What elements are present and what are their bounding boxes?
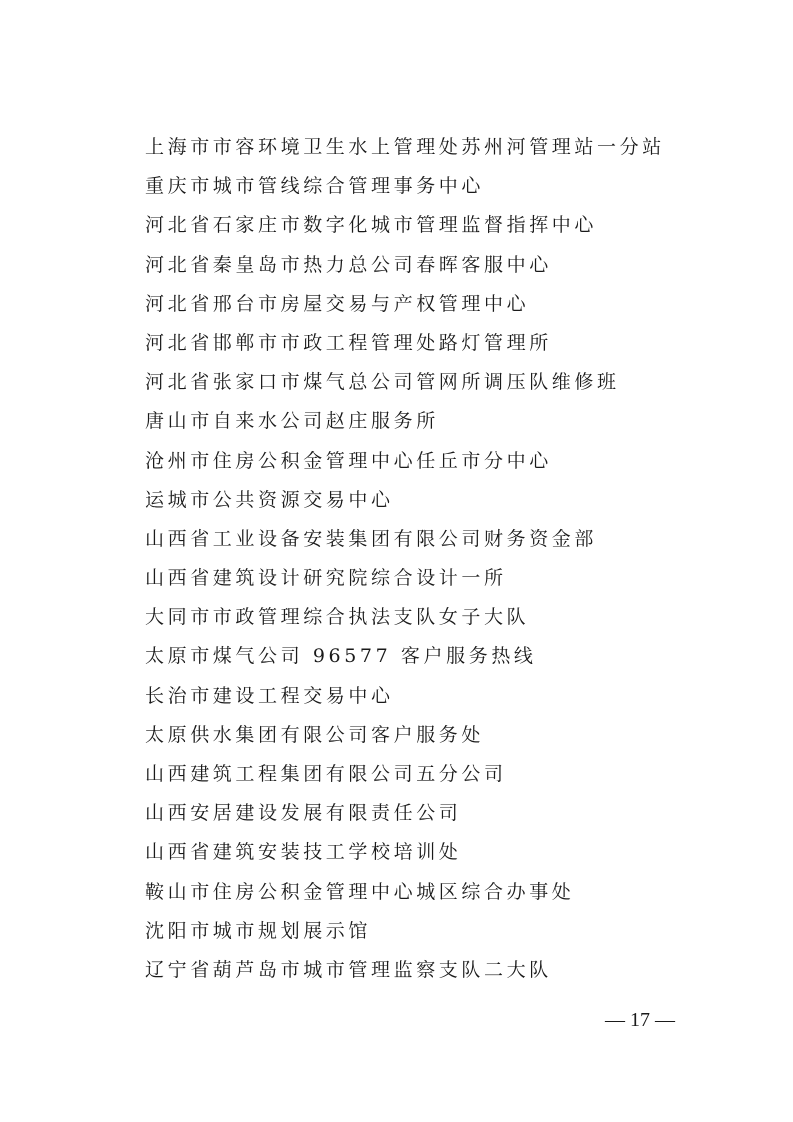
list-item: 鞍山市住房公积金管理中心城区综合办事处 <box>145 880 575 903</box>
list-item: 运城市公共资源交易中心 <box>145 488 394 511</box>
list-item: 重庆市城市管线综合管理事务中心 <box>145 175 485 198</box>
organization-list <box>145 128 705 990</box>
list-item: 山西省建筑安装技工学校培训处 <box>145 841 462 864</box>
list-item: 河北省石家庄市数字化城市管理监督指挥中心 <box>145 214 598 237</box>
list-item: 上海市市容环境卫生水上管理处苏州河管理站一分站 <box>145 136 665 158</box>
list-item: 太原供水集团有限公司客户服务处 <box>145 723 485 746</box>
list-item: 山西省建筑设计研究院综合设计一所 <box>145 567 507 590</box>
list-item: 山西安居建设发展有限责任公司 <box>145 802 462 825</box>
list-item: 辽宁省葫芦岛市城市管理监察支队二大队 <box>145 958 552 981</box>
list-item: 河北省邯郸市市政工程管理处路灯管理所 <box>145 331 552 354</box>
page-number: — 17 — <box>605 1009 675 1031</box>
list-item: 长治市建设工程交易中心 <box>145 684 394 707</box>
list-item: 山西建筑工程集团有限公司五分公司 <box>145 763 507 785</box>
list-item: 山西省工业设备安装集团有限公司财务资金部 <box>145 527 598 550</box>
list-item: 河北省邢台市房屋交易与产权管理中心 <box>145 292 530 315</box>
list-item: 沈阳市城市规划展示馆 <box>145 919 372 942</box>
list-item: 河北省张家口市煤气总公司管网所调压队维修班 <box>145 371 620 394</box>
list-item: 河北省秦皇岛市热力总公司春晖客服中心 <box>145 253 552 276</box>
list-item: 太原市煤气公司 96577 客户服务热线 <box>145 645 537 668</box>
list-item: 大同市市政管理综合执法支队女子大队 <box>145 606 530 629</box>
list-item: 唐山市自来水公司赵庄服务所 <box>145 410 439 433</box>
list-item: 沧州市住房公积金管理中心任丘市分中心 <box>145 449 552 472</box>
